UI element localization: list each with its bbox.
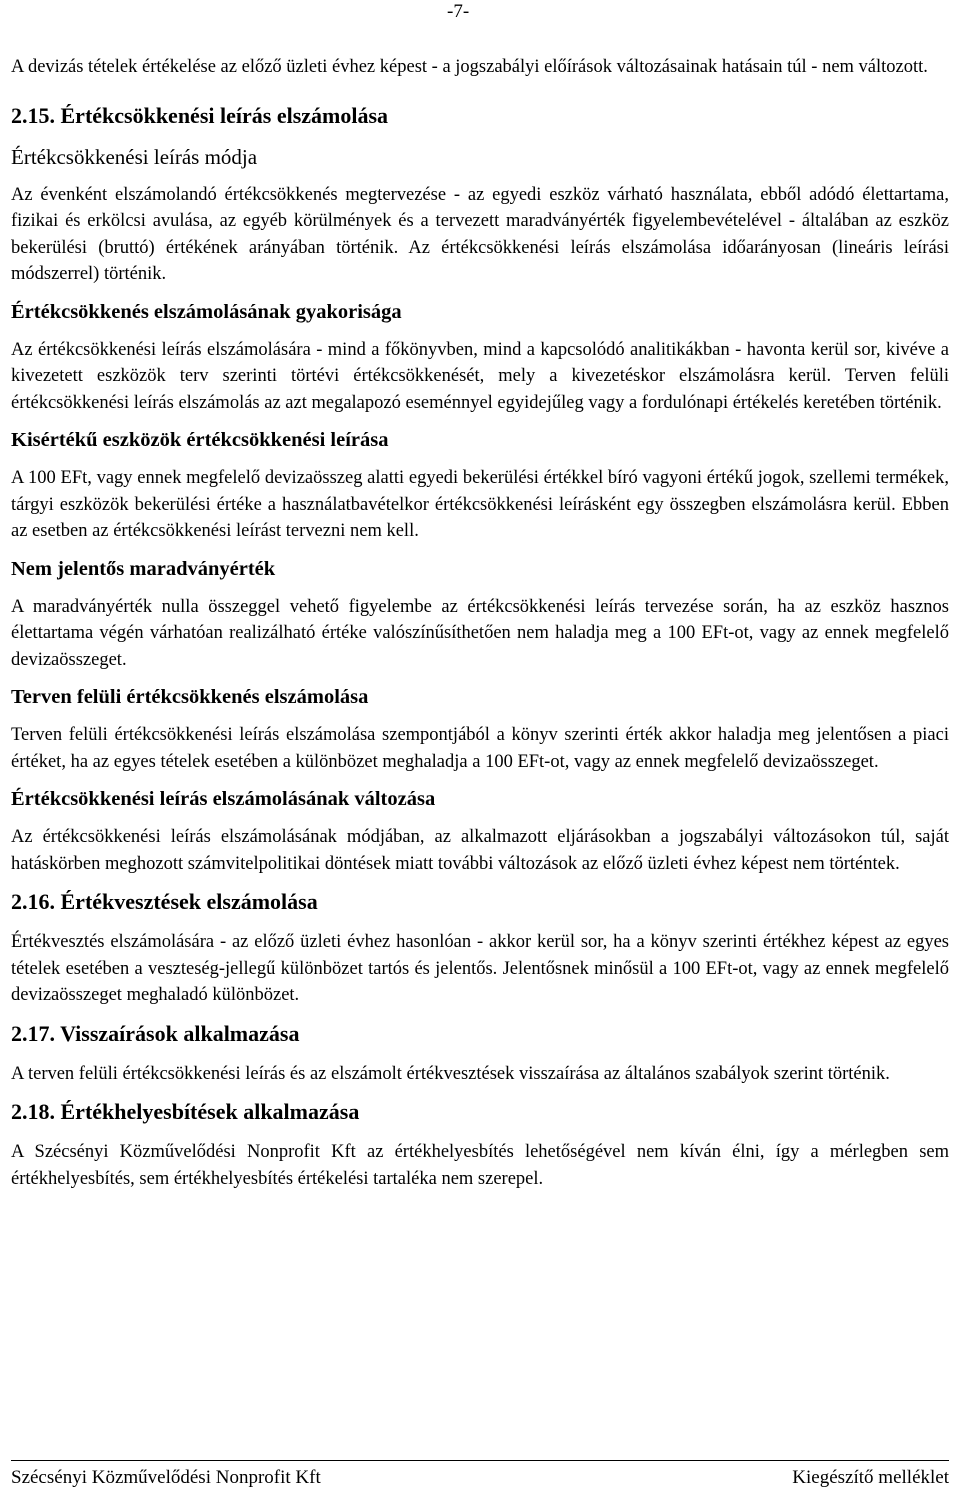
subsection-frequency-text: Az értékcsökkenési leírás elszámolására - mind a főkönyvben, mind a kapcsolódó analitikákban - havonta kerül sor, kivéve a kivezetett eszközök terv szerinti törtévi értékcsökkenését, mely a kivezetéskor elszámolásra kerül. Terven felüli értékcsökkenési leírás elszámolás az azt megalapozó eseménnyel egyidejűleg vagy a fordulónapi értékelés keretében történik. — [11, 339, 949, 413]
footer-document-title: Kiegészítő melléklet — [792, 1467, 949, 1488]
subsection-frequency-title: Értékcsökkenés elszámolásának gyakorisága — [11, 300, 402, 323]
subsection-extraordinary-depreciation-title: Terven felüli értékcsökkenés elszámolása — [11, 686, 369, 708]
subsection-low-value-assets-title: Kisértékű eszközök értékcsökkenési leírása — [11, 429, 389, 451]
footer-company-name: Szécsényi Közművelődési Nonprofit Kft — [11, 1467, 321, 1488]
subsection-depreciation-method-text: Az évenként elszámolandó értékcsökkenés megtervezése - az egyedi eszköz várható használata, ebből adódó élettartama, fizikai és erkölcsi avulása, az egyéb körülmények és a tervezett maradványérték figyelembevételével - általában az eszköz bekerülési (bruttó) értékének arányában történik. Az értékcsökkenési leírás elszámolása időarányosan (lineáris leírási módszerrel) történik. — [11, 184, 949, 284]
document-body — [11, 54, 949, 1202]
section-2-18-title: 2.18. Értékhelyesbítések alkalmazása — [11, 1099, 360, 1124]
subsection-low-value-assets-text: A 100 EFt, vagy ennek megfelelő devizaösszeg alatti egyedi bekerülési értékkel bíró vagyoni értékű jogok, szellemi termékek, tárgyi eszközök bekerülési értéke a használatbavételkor értékcsökkenési leírásként egy összegben elszámolásra kerül. Ebben az esetben az értékcsökkenési leírást tervezni nem kell. — [11, 468, 949, 541]
subsection-residual-value-title: Nem jelentős maradványérték — [11, 557, 276, 580]
section-2-17-text: A terven felüli értékcsökkenési leírás és az elszámolt értékvesztések visszaírása az általános szabályok szerint történik. — [11, 1063, 890, 1084]
section-2-16-title: 2.16. Értékvesztések elszámolása — [11, 889, 318, 914]
section-2-17-title: 2.17. Visszaírások alkalmazása — [11, 1020, 300, 1046]
subsection-extraordinary-depreciation-text: Terven felüli értékcsökkenési leírás elszámolása szempontjából a könyv szerinti érték akkor haladja meg jelentősen a piaci értéket, ha az egyes tételek esetében a különbözet meghaladja a 100 EFt-ot, vagy az ennek megfelelő devizaösszeget. — [11, 725, 949, 772]
section-2-15-title: 2.15. Értékcsökkenési leírás elszámolása — [11, 102, 389, 128]
page-number: -7- — [447, 1, 470, 22]
section-2-16-text: Értékvesztés elszámolására - az előző üzleti évhez hasonlóan - akkor kerül sor, ha a könyv szerinti értékhez képest az egyes tételek esetében a veszteség-jellegű különbözet tartós és jelentős. Jelentősnek minősül a 100 EFt-ot, vagy az ennek megfelelő devizaösszeget meghaladó különbözet. — [11, 932, 949, 1005]
subsection-residual-value-text: A maradványérték nulla összeggel vehető figyelembe az értékcsökkenési leírás tervezése során, ha az eszköz hasznos élettartama végén várhatóan realizálható értéke valószínűsíthetően nem haladja meg a 100 EFt-ot, vagy az ennek megfelelő devizaösszeget. — [11, 596, 949, 670]
section-2-18-text: A Szécsényi Közművelődési Nonprofit Kft az értékhelyesbítés lehetőségével nem kíván élni, így a mérlegben sem értékhelyesbítés, sem értékhelyesbítés értékelési tartaléka nem szerepel. — [11, 1142, 949, 1189]
footer-rule — [11, 1460, 949, 1462]
subsection-depreciation-change-title: Értékcsökkenési leírás elszámolásának változása — [11, 788, 436, 810]
intro-paragraph: A devizás tételek értékelése az előző üzleti évhez képest - a jogszabályi előírások változásainak hatásain túl - nem változott. — [11, 57, 928, 77]
subsection-depreciation-method-title: Értékcsökkenési leírás módja — [11, 144, 258, 169]
subsection-depreciation-change-text: Az értékcsökkenési leírás elszámolásának módjában, az alkalmazott eljárásokban a jogszabályi változásokon túl, saját hatáskörben meghozott számvitelpolitikai döntések miatt további változások az előző üzleti évhez képest nem történtek. — [11, 827, 949, 874]
